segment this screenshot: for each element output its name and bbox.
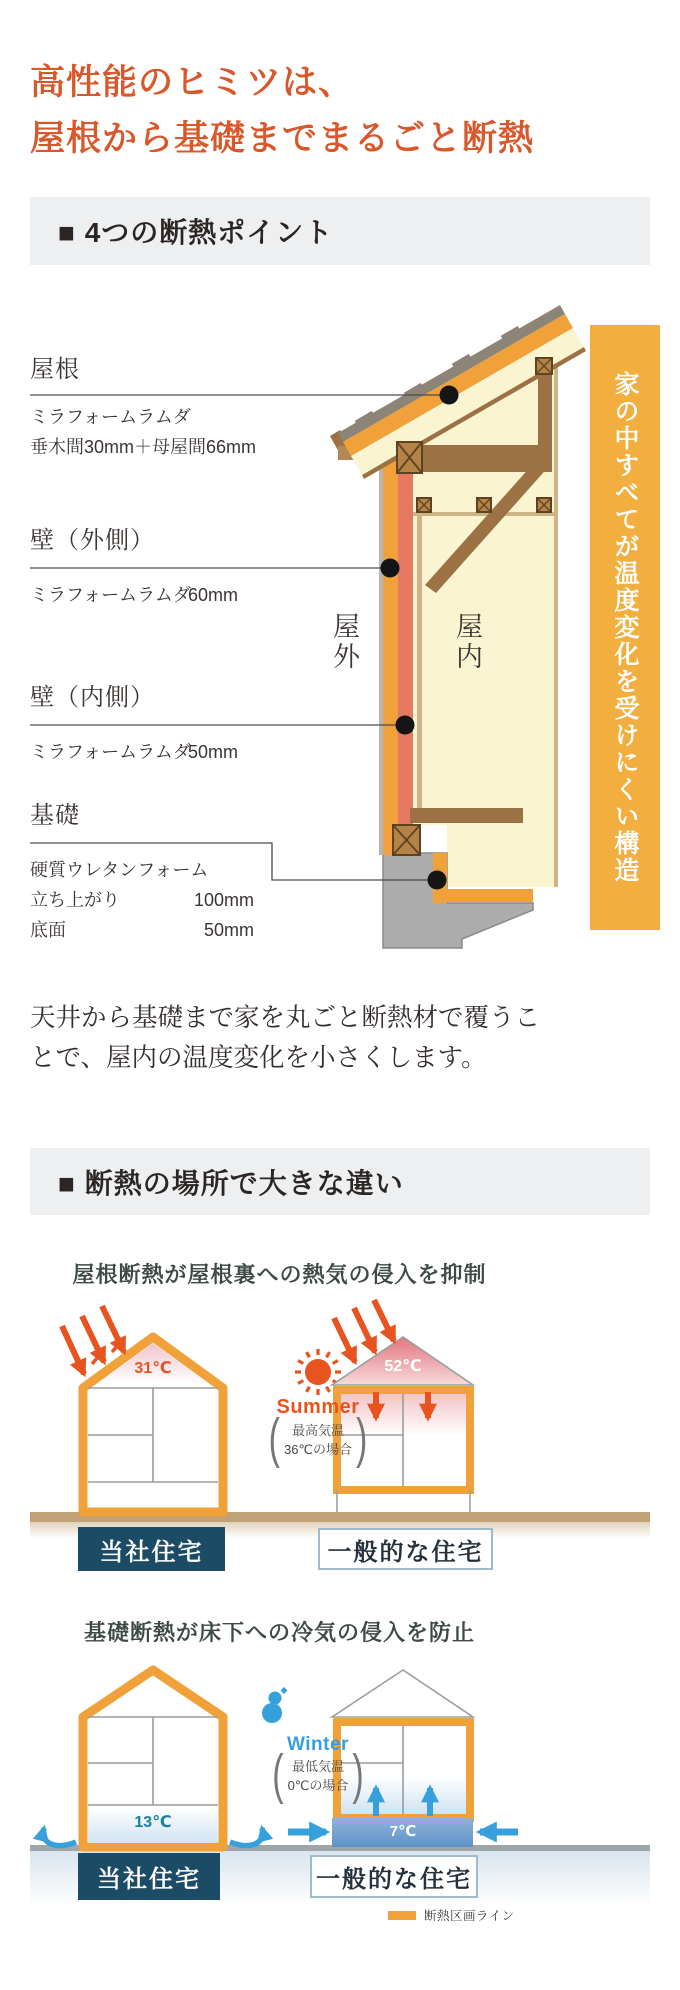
material-name: ミラフォームラムダ (30, 742, 191, 762)
paren-close: ) (352, 1744, 364, 1806)
page-title (30, 55, 534, 167)
wall-outer-insulation (383, 436, 398, 855)
insulation-line-swatch (388, 1911, 416, 1920)
section1-heading-text: ■ 4つの断熱ポイント (58, 217, 334, 248)
legend (388, 1906, 515, 1924)
material-thickness: 50mm (203, 920, 254, 940)
winter-our-temp: 13℃ (134, 1814, 172, 1831)
material-name: ミラフォームラムダ (30, 585, 191, 605)
material-thickness: 50mm (188, 742, 239, 762)
summer-condition (243, 1408, 393, 1470)
wall-siding (379, 436, 383, 855)
winter-our-house-label: 当社住宅 (78, 1853, 220, 1900)
foundation-insulation-bottom (433, 889, 533, 902)
indoor-label: 屋内 (452, 612, 482, 672)
winter-generic-house-label: 一般的な住宅 (310, 1855, 478, 1898)
callout-roof-label: 屋根 (30, 356, 80, 383)
outdoor-label: 屋外 (329, 612, 359, 672)
winter-condition-line2: 0℃の場合 (287, 1777, 349, 1793)
winter-season-label: Winter (287, 1734, 349, 1755)
callout-wall-inner-details (30, 737, 238, 767)
material-part: 底面 (30, 920, 66, 940)
interior-board (417, 516, 422, 808)
material-name: ミラフォームラムダ (30, 407, 191, 427)
winter-condition-line1: 最低気温 (291, 1758, 344, 1774)
material-thickness: 60mm (188, 585, 239, 605)
callout-wall-outer-label: 壁（外側） (30, 527, 155, 554)
page-title-line2: 屋根から基礎までまるごと断熱 (30, 119, 535, 158)
description-paragraph: 天井から基礎まで家を丸ごと断熱材で覆うことで、屋内の温度変化を小さくします。 (30, 1004, 541, 1072)
summer-condition-line2: 36℃の場合 (283, 1441, 353, 1457)
material-thickness: 100mm (193, 890, 254, 910)
callout-roof-details (30, 402, 256, 462)
summer-generic-house-label: 一般的な住宅 (318, 1528, 493, 1570)
summer-our-house-label: 当社住宅 (78, 1527, 225, 1571)
material-part: 立ち上がり (30, 890, 120, 910)
truss-post (538, 370, 552, 472)
winter-subheading: 基礎断熱が床下への冷気の侵入を防止 (83, 1620, 475, 1645)
legend-label: 断熱区画ライン (424, 1909, 515, 1923)
callout-wall-inner-label: 壁（内側） (30, 684, 155, 711)
material-spec: 垂木間30mm＋母屋間66mm (30, 437, 257, 457)
page-title-line1: 高性能のヒミツは、 (30, 63, 355, 102)
summer-generic-temp: 52℃ (384, 1358, 422, 1375)
winter-generic-temp: 7℃ (389, 1823, 417, 1840)
callout-foundation-label: 基礎 (30, 802, 80, 829)
material-name: 硬質ウレタンフォーム (30, 860, 209, 880)
paren-open: ( (268, 1408, 280, 1470)
summer-our-temp: 31℃ (134, 1360, 172, 1377)
summer-subheading: 屋根断熱が屋根裏への熱気の侵入を抑制 (72, 1262, 487, 1287)
snowman-icon (262, 1687, 288, 1723)
floor-beam (410, 808, 523, 823)
callout-wall-outer-details (30, 580, 238, 610)
summer-condition-line1: 最高気温 (291, 1422, 344, 1438)
callout-foundation-details (30, 855, 254, 945)
side-banner: 家の中すべてが温度変化を受けにくい構造 (590, 325, 660, 930)
wall-inner-insulation (398, 450, 413, 825)
section2-heading (30, 1148, 650, 1215)
summer-season-label: Summer (276, 1396, 360, 1418)
paren-close: ) (356, 1408, 368, 1470)
section2-heading-text: ■ 断熱の場所で大きな違い (58, 1167, 404, 1199)
paren-open: ( (272, 1744, 284, 1806)
